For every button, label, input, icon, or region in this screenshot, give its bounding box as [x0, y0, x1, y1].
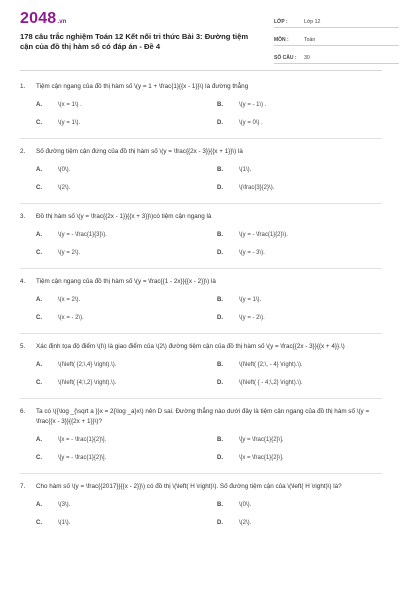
option-d[interactable]: D. \(y = 0\) . — [217, 120, 263, 126]
option-c[interactable]: C. \[y = - \frac{1}{2}\]. — [36, 455, 107, 461]
question-text: Cho hàm số \(y = \frac{{2017}}{{x - 2}}\) có đồ thị \(\left( H \right)\). Số đường tiệm cận của \(\left( H \right)\) là? — [36, 483, 342, 490]
option-d[interactable]: D. \(y = - 2\). — [217, 315, 265, 321]
question-divider — [20, 473, 382, 474]
question-divider — [20, 333, 382, 334]
question-text: Ta có \({\log _{\sqrt a }}x = 2{\log _a}x\) nên D sai. Đường thẳng nào dưới đây là tiệm cận ngang của đồ thị hàm số \(y = \frac{{x - 3}}{{2x + 1}}\)? — [36, 408, 370, 425]
option-c[interactable]: C. \(2\). — [36, 185, 71, 191]
meta-row-grade: LỚP : Lớp 12 — [274, 12, 399, 28]
option-a[interactable]: A. \(x = 2\). — [36, 297, 81, 303]
question-5 — [20, 342, 382, 399]
question-text: Tiệm cận ngang của đồ thị hàm số \(y = \frac{{1 - 2x}}{{x - 2}}\) là — [36, 278, 216, 285]
option-d[interactable]: D. \(y = - 3\). — [217, 250, 265, 256]
option-c[interactable]: C. \(y = 2\). — [36, 250, 81, 256]
question-number: 5. — [20, 343, 26, 350]
question-number: 4. — [20, 278, 26, 285]
question-text: Xác định tọa độ điểm \(I\) là giao điểm của \(2\) đường tiệm cận của đồ thị hàm số \(y = \frac{{2x - 3}}{{x + 4}}.\) — [36, 343, 345, 350]
option-d[interactable]: D. \(\frac{3}{2}\). — [217, 185, 275, 191]
question-number: 3. — [20, 213, 26, 220]
meta-row-subject: MÔN : Toán — [274, 30, 399, 46]
question-text: Tiệm cận ngang của đồ thị hàm số \(y = 1 + \frac{1}{{x - 1}}\) là đường thẳng — [36, 83, 249, 90]
question-text: Đồ thị hàm số \(y = \frac{{2x - 1}}{{x + 3}}\)có tiệm cận ngang là — [36, 213, 212, 220]
question-number: 1. — [20, 83, 26, 90]
option-b[interactable]: B. \(I\left( {2;\, - 4} \right).\). — [217, 362, 303, 368]
option-a[interactable]: A. \(3\). — [36, 502, 71, 508]
option-a[interactable]: A. \(0\). — [36, 167, 71, 173]
question-6 — [20, 407, 382, 474]
question-4 — [20, 277, 382, 334]
question-divider — [20, 268, 382, 269]
option-d[interactable]: D. \[x = \frac{1}{2}\]. — [217, 455, 284, 461]
question-7 — [20, 482, 382, 536]
document-title: 178 câu trắc nghiệm Toán 12 Kết nối tri thức Bài 3: Đường tiệm cận của đồ thị hàm số có đáp án - Đề 4 — [20, 32, 249, 51]
option-a[interactable]: A. \(x = 1\) . — [36, 102, 82, 108]
option-d[interactable]: D. \(2\). — [217, 520, 252, 526]
option-a[interactable]: A. \(y = - \frac{1}{3}\). — [36, 232, 107, 238]
question-divider — [20, 203, 382, 204]
option-c[interactable]: C. \(x = - 2\). — [36, 315, 84, 321]
header-divider — [20, 70, 382, 71]
question-divider — [20, 398, 382, 399]
page-header — [20, 0, 382, 66]
option-c[interactable]: C. \(1\). — [36, 520, 71, 526]
option-b[interactable]: B. \(1\). — [217, 167, 252, 173]
option-b[interactable]: B. \(y = 1\). — [217, 297, 262, 303]
question-2 — [20, 147, 382, 204]
question-divider — [20, 138, 382, 139]
option-a[interactable]: A. \[x = - \frac{1}{2}\]. — [36, 437, 107, 443]
question-1 — [20, 82, 382, 139]
question-number: 6. — [20, 408, 26, 415]
option-b[interactable]: B. \(y = - 1\) . — [217, 102, 267, 108]
meta-row-count: SỐ CÂU : 30 — [274, 48, 399, 64]
option-b[interactable]: B. \(0\). — [217, 502, 252, 508]
question-number: 7. — [20, 483, 26, 490]
option-b[interactable]: B. \(y = - \frac{1}{2}\). — [217, 232, 288, 238]
option-d[interactable]: D. \(I\left( { - 4;\,2} \right).\). — [217, 380, 303, 386]
site-logo[interactable]: 2048.vn — [20, 10, 67, 27]
question-number: 2. — [20, 148, 26, 155]
option-a[interactable]: A. \(I\left( {2;\,4} \right).\). — [36, 362, 117, 368]
option-c[interactable]: C. \(I\left( {4;\,2} \right).\). — [36, 380, 117, 386]
question-3 — [20, 212, 382, 269]
option-b[interactable]: B. \[y = \frac{1}{2}\]. — [217, 437, 284, 443]
option-c[interactable]: C. \(y = 1\). — [36, 120, 81, 126]
question-list — [20, 82, 382, 536]
question-text: Số đường tiệm cận đứng của đồ thị hàm số \(y = \frac{{2x - 3}}{{x + 1}}\) là — [36, 148, 243, 155]
meta-info — [274, 12, 399, 66]
